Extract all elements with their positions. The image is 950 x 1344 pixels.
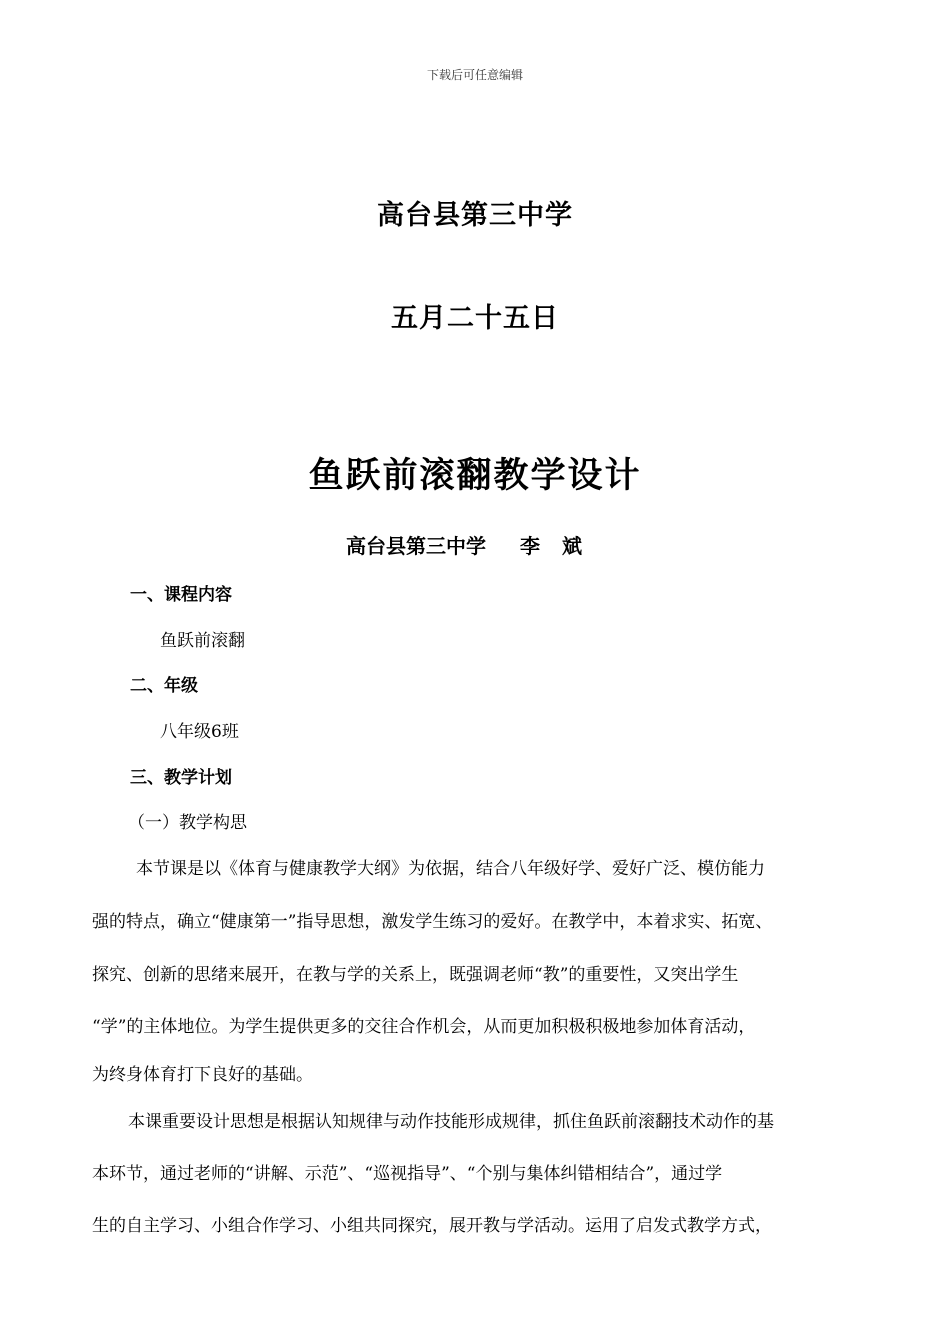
section-content-course: 鱼跃前滚翻 — [160, 631, 245, 651]
section-heading-grade: 二、年级 — [130, 676, 198, 696]
section-heading-course-content: 一、课程内容 — [130, 585, 232, 605]
byline — [0, 530, 950, 559]
cover-date: 五月二十五日 — [391, 303, 559, 334]
paragraph-line: 本课重要设计思想是根据认知规律与动作技能形成规律，抓住鱼跃前滚翻技术动作的基 — [128, 1112, 774, 1132]
paragraph-line: “学”的主体地位。为学生提供更多的交往合作机会，从而更加积极积极地参加体育活动， — [92, 1017, 756, 1037]
byline-school: 高台县第三中学 — [346, 534, 486, 558]
byline-author: 李斌 — [520, 534, 604, 558]
paragraph-line: 为终身体育打下良好的基础。 — [92, 1065, 313, 1085]
paragraph-line: 强的特点，确立“健康第一”指导思想，激发学生练习的爱好。在教学中，本着求实、拓宽、 — [92, 912, 773, 932]
paragraph-line: 探究、创新的思绪来展开，在教与学的关系上，既强调老师“教”的重要性，又突出学生 — [92, 965, 739, 985]
document-title: 鱼跃前滚翻教学设计 — [308, 455, 642, 496]
page-header-note: 下载后可任意编辑 — [426, 68, 523, 82]
section-heading-teaching-plan: 三、教学计划 — [130, 768, 232, 788]
subsection-heading: （一）教学构思 — [128, 813, 247, 833]
section-content-grade: 八年级6班 — [160, 722, 239, 742]
paragraph-line: 本节课是以《体育与健康教学大纲》为依据，结合八年级好学、爱好广泛、模仿能力 — [136, 859, 765, 879]
paragraph-line: 本环节，通过老师的“讲解、示范”、“巡视指导”、“个别与集体纠错相结合”，通过学 — [92, 1164, 723, 1184]
cover-school-name: 高台县第三中学 — [377, 200, 573, 231]
paragraph-line: 生的自主学习、小组合作学习、小组共同探究，展开教与学活动。运用了启发式教学方式， — [92, 1216, 772, 1236]
